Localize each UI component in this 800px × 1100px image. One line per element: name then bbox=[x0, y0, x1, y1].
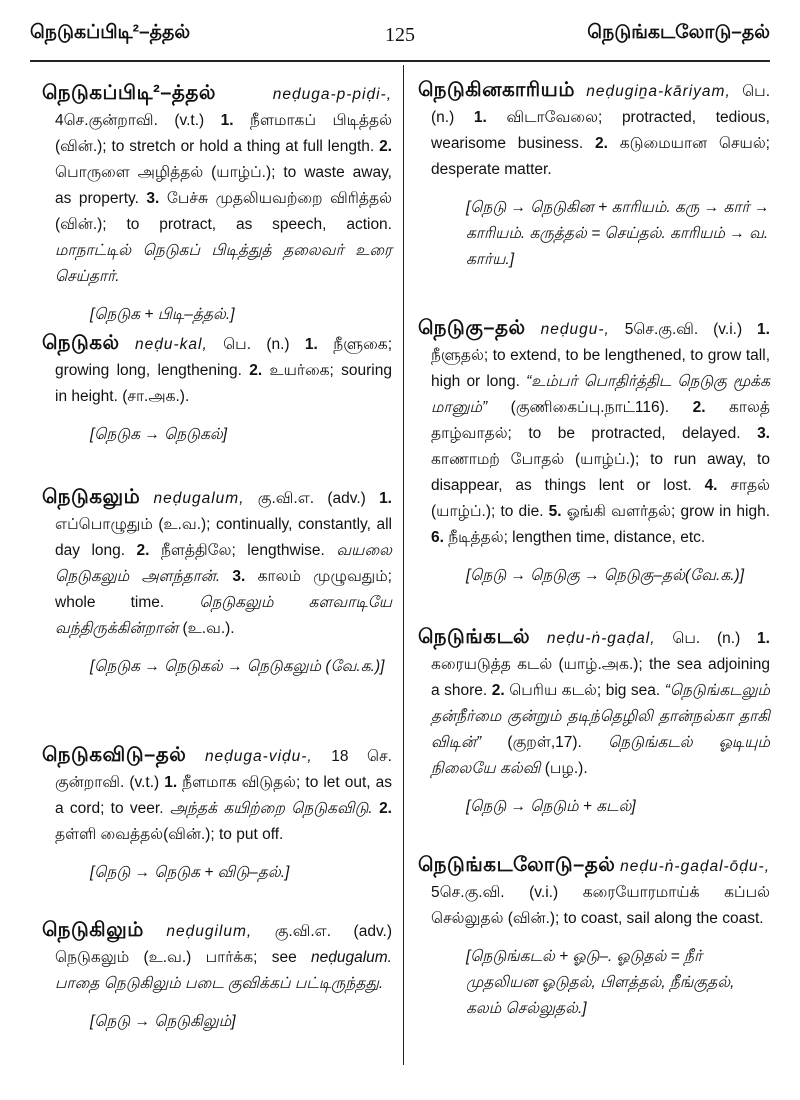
entry-definition bbox=[418, 315, 770, 551]
definition-text: பெ. (n.) bbox=[223, 336, 305, 353]
etymology: [நெடு → நெடும் + கடல்] bbox=[466, 798, 636, 815]
sense-number: 1. bbox=[304, 336, 318, 353]
definition-text: நீளுதல்; to extend, to be lengthened, to grow tall, high or long. bbox=[431, 347, 770, 390]
column-divider bbox=[403, 65, 404, 1065]
example-text: நெடுகலும் களவாடியே வந்திருக்கின்றான் bbox=[55, 594, 392, 637]
transliteration: neḍu-kal, bbox=[135, 336, 208, 353]
sense-number: 2. bbox=[249, 362, 263, 379]
transliteration: neḍuga-viḍu-, bbox=[204, 748, 313, 765]
etymology: [நெடுக → நெடுகல்] bbox=[90, 426, 228, 443]
etymology: [நெடு → நெடுகின + காரியம். கரு → கார் → காரியம். கருத்தல் = செய்தல். காரியம் → வ. கார்ய.] bbox=[466, 199, 770, 268]
sense-number: 1. bbox=[220, 112, 234, 129]
entry-definition bbox=[42, 80, 392, 290]
running-header-right: நெடுங்கடலோடு–தல் bbox=[587, 22, 770, 43]
definition-text bbox=[220, 568, 232, 585]
entry-definition bbox=[42, 917, 392, 997]
sense-number: 5. bbox=[548, 503, 562, 520]
definition-text: பெ. (n.) bbox=[431, 83, 770, 126]
dictionary-entry bbox=[418, 315, 770, 589]
dictionary-entry bbox=[42, 917, 392, 1035]
definition-text: 18 செ. குன்றாவி. (v.t.) bbox=[55, 748, 392, 791]
etymology: [நெடு → நெடுக + விடு–தல்.] bbox=[90, 864, 290, 881]
page-number: 125 bbox=[385, 24, 415, 46]
example-text: வயலை நெடுகலும் அளந்தான். bbox=[55, 542, 392, 585]
definition-text: சாதல் (யாழ்ப்.); to die. bbox=[431, 477, 770, 520]
etymology: [நெடு → நெடுகு → நெடுகு–தல்(வே.க.)] bbox=[466, 567, 745, 584]
sense-number: 1. bbox=[757, 630, 770, 647]
example-text: “உம்பர் பொதிர்த்திட நெடுகு மூக்க மானும்” bbox=[431, 373, 770, 416]
transliteration: neḍugiṉa-kāriyam, bbox=[586, 83, 731, 100]
headword: நெடுகு–தல் bbox=[418, 317, 526, 339]
dictionary-entry bbox=[42, 80, 392, 328]
sense-number: 1. bbox=[473, 109, 487, 126]
etymology: [நெடு → நெடுகிலும்] bbox=[90, 1013, 236, 1030]
definition-text: கு.வி.எ. (adv.) நெடுகலும் (உ.வ.) பார்க்க; see bbox=[55, 923, 393, 966]
definition-text: (குணிகைப்பு.நாட்116). bbox=[487, 399, 693, 416]
definition-text: எப்பொழுதும் (உ.வ.); continually, constantly, all day long. bbox=[55, 516, 392, 559]
transliteration: neḍuga-p-piḍi-, bbox=[272, 86, 392, 103]
sense-number: 1. bbox=[757, 321, 770, 338]
etymology: [நெடுக → நெடுகல் → நெடுகலும் (வே.க.)] bbox=[90, 658, 385, 675]
definition-text: கரையடுத்த கடல் (யாழ்.அக.); the sea adjoining a shore. bbox=[431, 656, 770, 699]
transliteration: neḍugalum, bbox=[153, 490, 245, 507]
headword: நெடுகினகாரியம் bbox=[418, 79, 575, 101]
definition-text: விடாவேலை; protracted, tedious, wearisome business. bbox=[431, 109, 770, 152]
etymology: [நெடுங்கடல் + ஓடு–. ஓடுதல் = நீர் முதலியன ஓடுதல், பிளத்தல், நீங்குதல், கலம் செல்லுதல்.] bbox=[466, 948, 735, 1017]
definition-text: நீளமாக விடுதல்; to let out, as a cord; to veer. bbox=[55, 774, 393, 817]
etymology: [நெடுக + பிடி–த்தல்.] bbox=[90, 306, 235, 323]
entry-definition bbox=[418, 852, 770, 932]
running-header-left: நெடுகப்பிடி²–த்தல் bbox=[30, 22, 191, 43]
example-text: அந்தக் கயிற்றை நெடுகவிடு. bbox=[169, 800, 373, 817]
sense-number: 4. bbox=[704, 477, 718, 494]
definition-text: 5செ.கு.வி. (v.i.) bbox=[624, 321, 758, 338]
sense-number: 2. bbox=[491, 682, 505, 699]
sense-number: 2. bbox=[379, 138, 392, 155]
headword: நெடுகலும் bbox=[42, 486, 141, 508]
definition-text: காலம் முழுவதும்; whole time. bbox=[55, 568, 392, 611]
definition-text: பெ. (n.) bbox=[672, 630, 758, 647]
definition-text: தள்ளி வைத்தல்(வின்.); to put off. bbox=[55, 826, 284, 843]
definition-text: நீடித்தல்; lengthen time, distance, etc. bbox=[443, 529, 706, 546]
definition-text: பெரிய கடல்; big sea. bbox=[504, 682, 665, 699]
dictionary-entry bbox=[42, 742, 392, 886]
headword: நெடுங்கடலோடு–தல் bbox=[418, 854, 616, 876]
dictionary-entry bbox=[418, 852, 770, 1022]
definition-text: நீளமாகப் பிடித்தல் (வின்.); to stretch or hold a thing at full length. bbox=[55, 112, 392, 155]
definition-text: (உ.வ.). bbox=[178, 620, 235, 637]
definition-text: ஓங்கி வளர்தல்; grow in high. bbox=[561, 503, 770, 520]
transliteration: neḍugilum, bbox=[166, 923, 253, 940]
example-text: மாநாட்டில் நெடுகப் பிடித்துத் தலைவர் உரை செய்தார். bbox=[55, 242, 392, 285]
dictionary-entry bbox=[418, 77, 770, 273]
headword: நெடுங்கடல் bbox=[418, 626, 531, 648]
sense-number: 2. bbox=[136, 542, 150, 559]
sense-number: 3. bbox=[146, 190, 160, 207]
definition-text: 4செ.குன்றாவி. (v.t.) bbox=[55, 112, 221, 129]
definition-text: காலத் தாழ்வாதல்; to be protracted, delayed. bbox=[431, 399, 770, 442]
entry-definition bbox=[42, 484, 392, 642]
transliteration: neḍu-ṅ-gaḍal-ōḍu-, bbox=[620, 858, 770, 875]
entry-definition bbox=[42, 742, 392, 848]
definition-text: 5செ.கு.வி. (v.i.) கரையோரமாய்க் கப்பல் செல்லுதல் (வின்.); to coast, sail along the coast. bbox=[431, 884, 770, 927]
sense-number: 3. bbox=[232, 568, 246, 585]
definition-text: உயர்கை; souring in height. (சா.அக.). bbox=[55, 362, 392, 405]
transliteration: neḍugu-, bbox=[540, 321, 610, 338]
example-text: நெடுங்கடல் ஓடியும் நிலையே கல்வி bbox=[431, 734, 770, 777]
example-text: neḍugalum. bbox=[310, 949, 392, 966]
definition-text: கு.வி.எ. (adv.) bbox=[257, 490, 380, 507]
definition-text: பொருளை அழித்தல் (யாழ்ப்.); to waste away, as property. bbox=[55, 164, 392, 207]
header-rule bbox=[30, 60, 770, 62]
headword: நெடுகப்பிடி²–த்தல் bbox=[42, 82, 217, 104]
sense-number: 1. bbox=[379, 490, 392, 507]
sense-number: 1. bbox=[164, 774, 178, 791]
dictionary-entry bbox=[418, 624, 770, 820]
sense-number: 6. bbox=[431, 529, 444, 546]
headword: நெடுகிலும் bbox=[42, 919, 144, 941]
definition-text: கடுமையான செயல்; desperate matter. bbox=[431, 135, 770, 178]
dictionary-entry bbox=[42, 330, 392, 448]
entry-definition bbox=[42, 330, 392, 410]
dictionary-entry bbox=[42, 484, 392, 680]
definition-text: நீளுகை; growing long, lengthening. bbox=[55, 336, 393, 379]
transliteration: neḍu-ṅ-gaḍal, bbox=[546, 630, 656, 647]
definition-text: காணாமற் போதல் (யாழ்ப்.); to run away, to disappear, as things lent or lost. bbox=[431, 451, 770, 494]
headword: நெடுகவிடு–தல் bbox=[42, 744, 187, 766]
definition-text: (பழ.). bbox=[540, 760, 588, 777]
example-text: “நெடுங்கடலும் தன்நீர்மை குன்றும் தடிந்தெழிலி தான்நல்கா தாகி விடின்” bbox=[431, 682, 771, 751]
sense-number: 3. bbox=[757, 425, 770, 442]
sense-number: 2. bbox=[379, 800, 392, 817]
definition-text: நீளத்திலே; lengthwise. bbox=[149, 542, 337, 559]
sense-number: 2. bbox=[692, 399, 706, 416]
definition-text: பேச்சு முதலியவற்றை விரித்தல் (வின்.); to protract, as speech, action. bbox=[55, 190, 392, 233]
example-text: பாதை நெடுகிலும் படை குவிக்கப் பட்டிருந்தது. bbox=[55, 975, 384, 992]
sense-number: 2. bbox=[595, 135, 608, 152]
definition-text: (குறள்,17). bbox=[481, 734, 609, 751]
headword: நெடுகல் bbox=[42, 332, 120, 354]
entry-definition bbox=[418, 77, 770, 183]
entry-definition bbox=[418, 624, 770, 782]
